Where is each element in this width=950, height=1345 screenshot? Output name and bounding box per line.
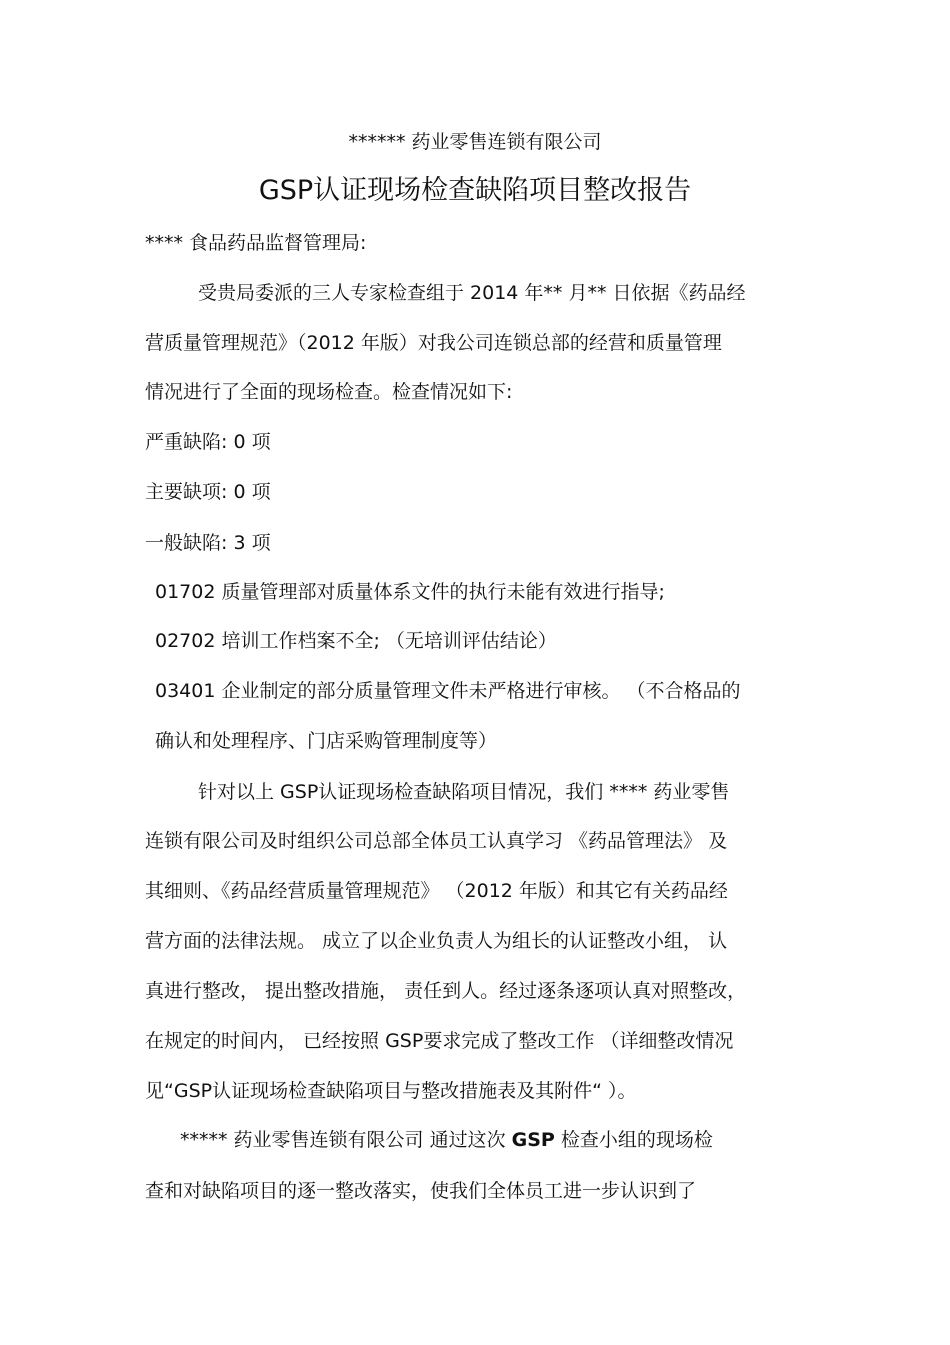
- para1-line: 营质量管理规范》（2012 年版）对我公司连锁总部的经营和质量管理: [145, 332, 722, 354]
- defect-item: 确认和处理程序、门店采购管理制度等）: [155, 730, 498, 752]
- para2-line: 见“GSP认证现场检查缺陷项目与整改措施表及其附件“ ）。: [145, 1080, 637, 1102]
- defect-item: 02702 培训工作档案不全; （无培训评估结论）: [155, 630, 557, 652]
- salutation: **** 食品药品监督管理局:: [145, 232, 367, 254]
- para3-line: [180, 1126, 850, 1154]
- company-header: ****** 药业零售连锁有限公司: [348, 131, 602, 153]
- para1-line: 情况进行了全面的现场检查。检查情况如下:: [145, 381, 513, 403]
- defect-item: 03401 企业制定的部分质量管理文件未严格进行审核。 （不合格品的: [155, 680, 741, 702]
- para2-line: 营方面的法律法规。 成立了以企业负责人为组长的认证整改小组， 认: [145, 930, 728, 952]
- para2-line: 在规定的时间内， 已经按照 GSP要求完成了整改工作 （详细整改情况: [145, 1030, 734, 1052]
- para2-line: 连锁有限公司及时组织公司总部全体员工认真学习 《药品管理法》 及: [145, 830, 728, 852]
- count-general: 一般缺陷: 3 项: [145, 532, 271, 554]
- count-major: 主要缺项: 0 项: [145, 481, 271, 503]
- defect-item: 01702 质量管理部对质量体系文件的执行未能有效进行指导;: [155, 581, 665, 603]
- para2-line: 真进行整改， 提出整改措施， 责任到人。经过逐条逐项认真对照整改，: [145, 980, 747, 1002]
- para3-line: 查和对缺陷项目的逐一整改落实，使我们全体员工进一步认识到了: [145, 1180, 697, 1202]
- report-title: GSP认证现场检查缺陷项目整改报告: [258, 175, 692, 206]
- para2-line: 其细则、《药品经营质量管理规范》 （2012 年版）和其它有关药品经: [145, 880, 728, 902]
- para3-bold-term: GSP: [511, 1129, 555, 1151]
- count-severe: 严重缺陷: 0 项: [145, 431, 271, 453]
- para2-line: 针对以上 GSP认证现场检查缺陷项目情况，我们 **** 药业零售: [198, 781, 730, 803]
- para1-line: 受贵局委派的三人专家检查组于 2014 年** 月** 日依据《药品经: [198, 282, 746, 304]
- para3-text: 检查小组的现场检: [554, 1129, 713, 1151]
- para3-text: ***** 药业零售连锁有限公司 通过这次: [180, 1129, 512, 1151]
